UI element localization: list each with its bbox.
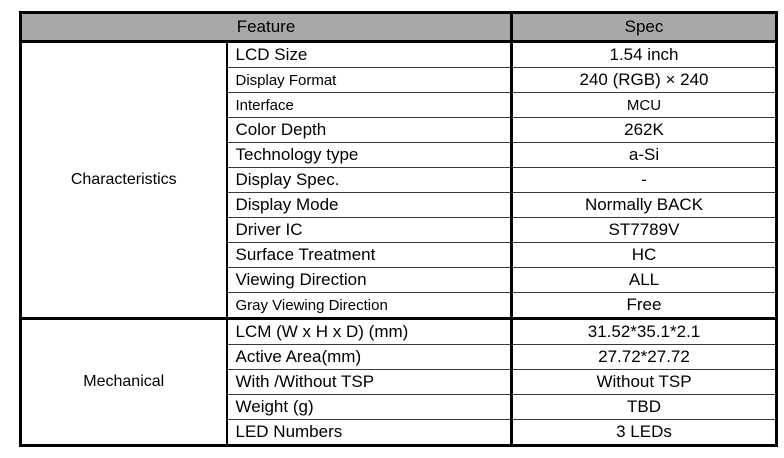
spec-cell: - — [512, 168, 777, 193]
feature-cell: Display Spec. — [227, 168, 512, 193]
table-row — [21, 42, 777, 68]
feature-cell: Interface — [227, 93, 512, 118]
feature-cell: LCD Size — [227, 42, 512, 68]
spec-cell: Free — [512, 293, 777, 319]
feature-cell: Driver IC — [227, 218, 512, 243]
feature-cell: Surface Treatment — [227, 243, 512, 268]
feature-cell: Active Area(mm) — [227, 345, 512, 370]
spec-cell: ST7789V — [512, 218, 777, 243]
header-spec: Spec — [512, 13, 777, 42]
feature-cell: With /Without TSP — [227, 370, 512, 395]
spec-cell: 31.52*35.1*2.1 — [512, 319, 777, 345]
feature-cell: Display Format — [227, 68, 512, 93]
spec-cell: 3 LEDs — [512, 420, 777, 446]
feature-cell: Display Mode — [227, 193, 512, 218]
header-row — [21, 13, 777, 42]
spec-cell: TBD — [512, 395, 777, 420]
feature-cell: LCM (W x H x D) (mm) — [227, 319, 512, 345]
group-label-mechanical: Mechanical — [21, 319, 227, 446]
feature-cell: Weight (g) — [227, 395, 512, 420]
table-row — [21, 319, 777, 345]
spec-cell: HC — [512, 243, 777, 268]
spec-table — [19, 11, 778, 447]
feature-cell: LED Numbers — [227, 420, 512, 446]
header-feature: Feature — [21, 13, 512, 42]
spec-cell: Normally BACK — [512, 193, 777, 218]
feature-cell: Technology type — [227, 143, 512, 168]
spec-cell: 1.54 inch — [512, 42, 777, 68]
spec-cell: ALL — [512, 268, 777, 293]
spec-cell: 262K — [512, 118, 777, 143]
feature-cell: Gray Viewing Direction — [227, 293, 512, 319]
spec-cell: Without TSP — [512, 370, 777, 395]
spec-cell: 240 (RGB) × 240 — [512, 68, 777, 93]
feature-cell: Viewing Direction — [227, 268, 512, 293]
spec-cell: a-Si — [512, 143, 777, 168]
group-label-characteristics: Characteristics — [21, 42, 227, 319]
spec-cell: MCU — [512, 93, 777, 118]
spec-cell: 27.72*27.72 — [512, 345, 777, 370]
feature-cell: Color Depth — [227, 118, 512, 143]
spec-table-container — [19, 11, 778, 447]
